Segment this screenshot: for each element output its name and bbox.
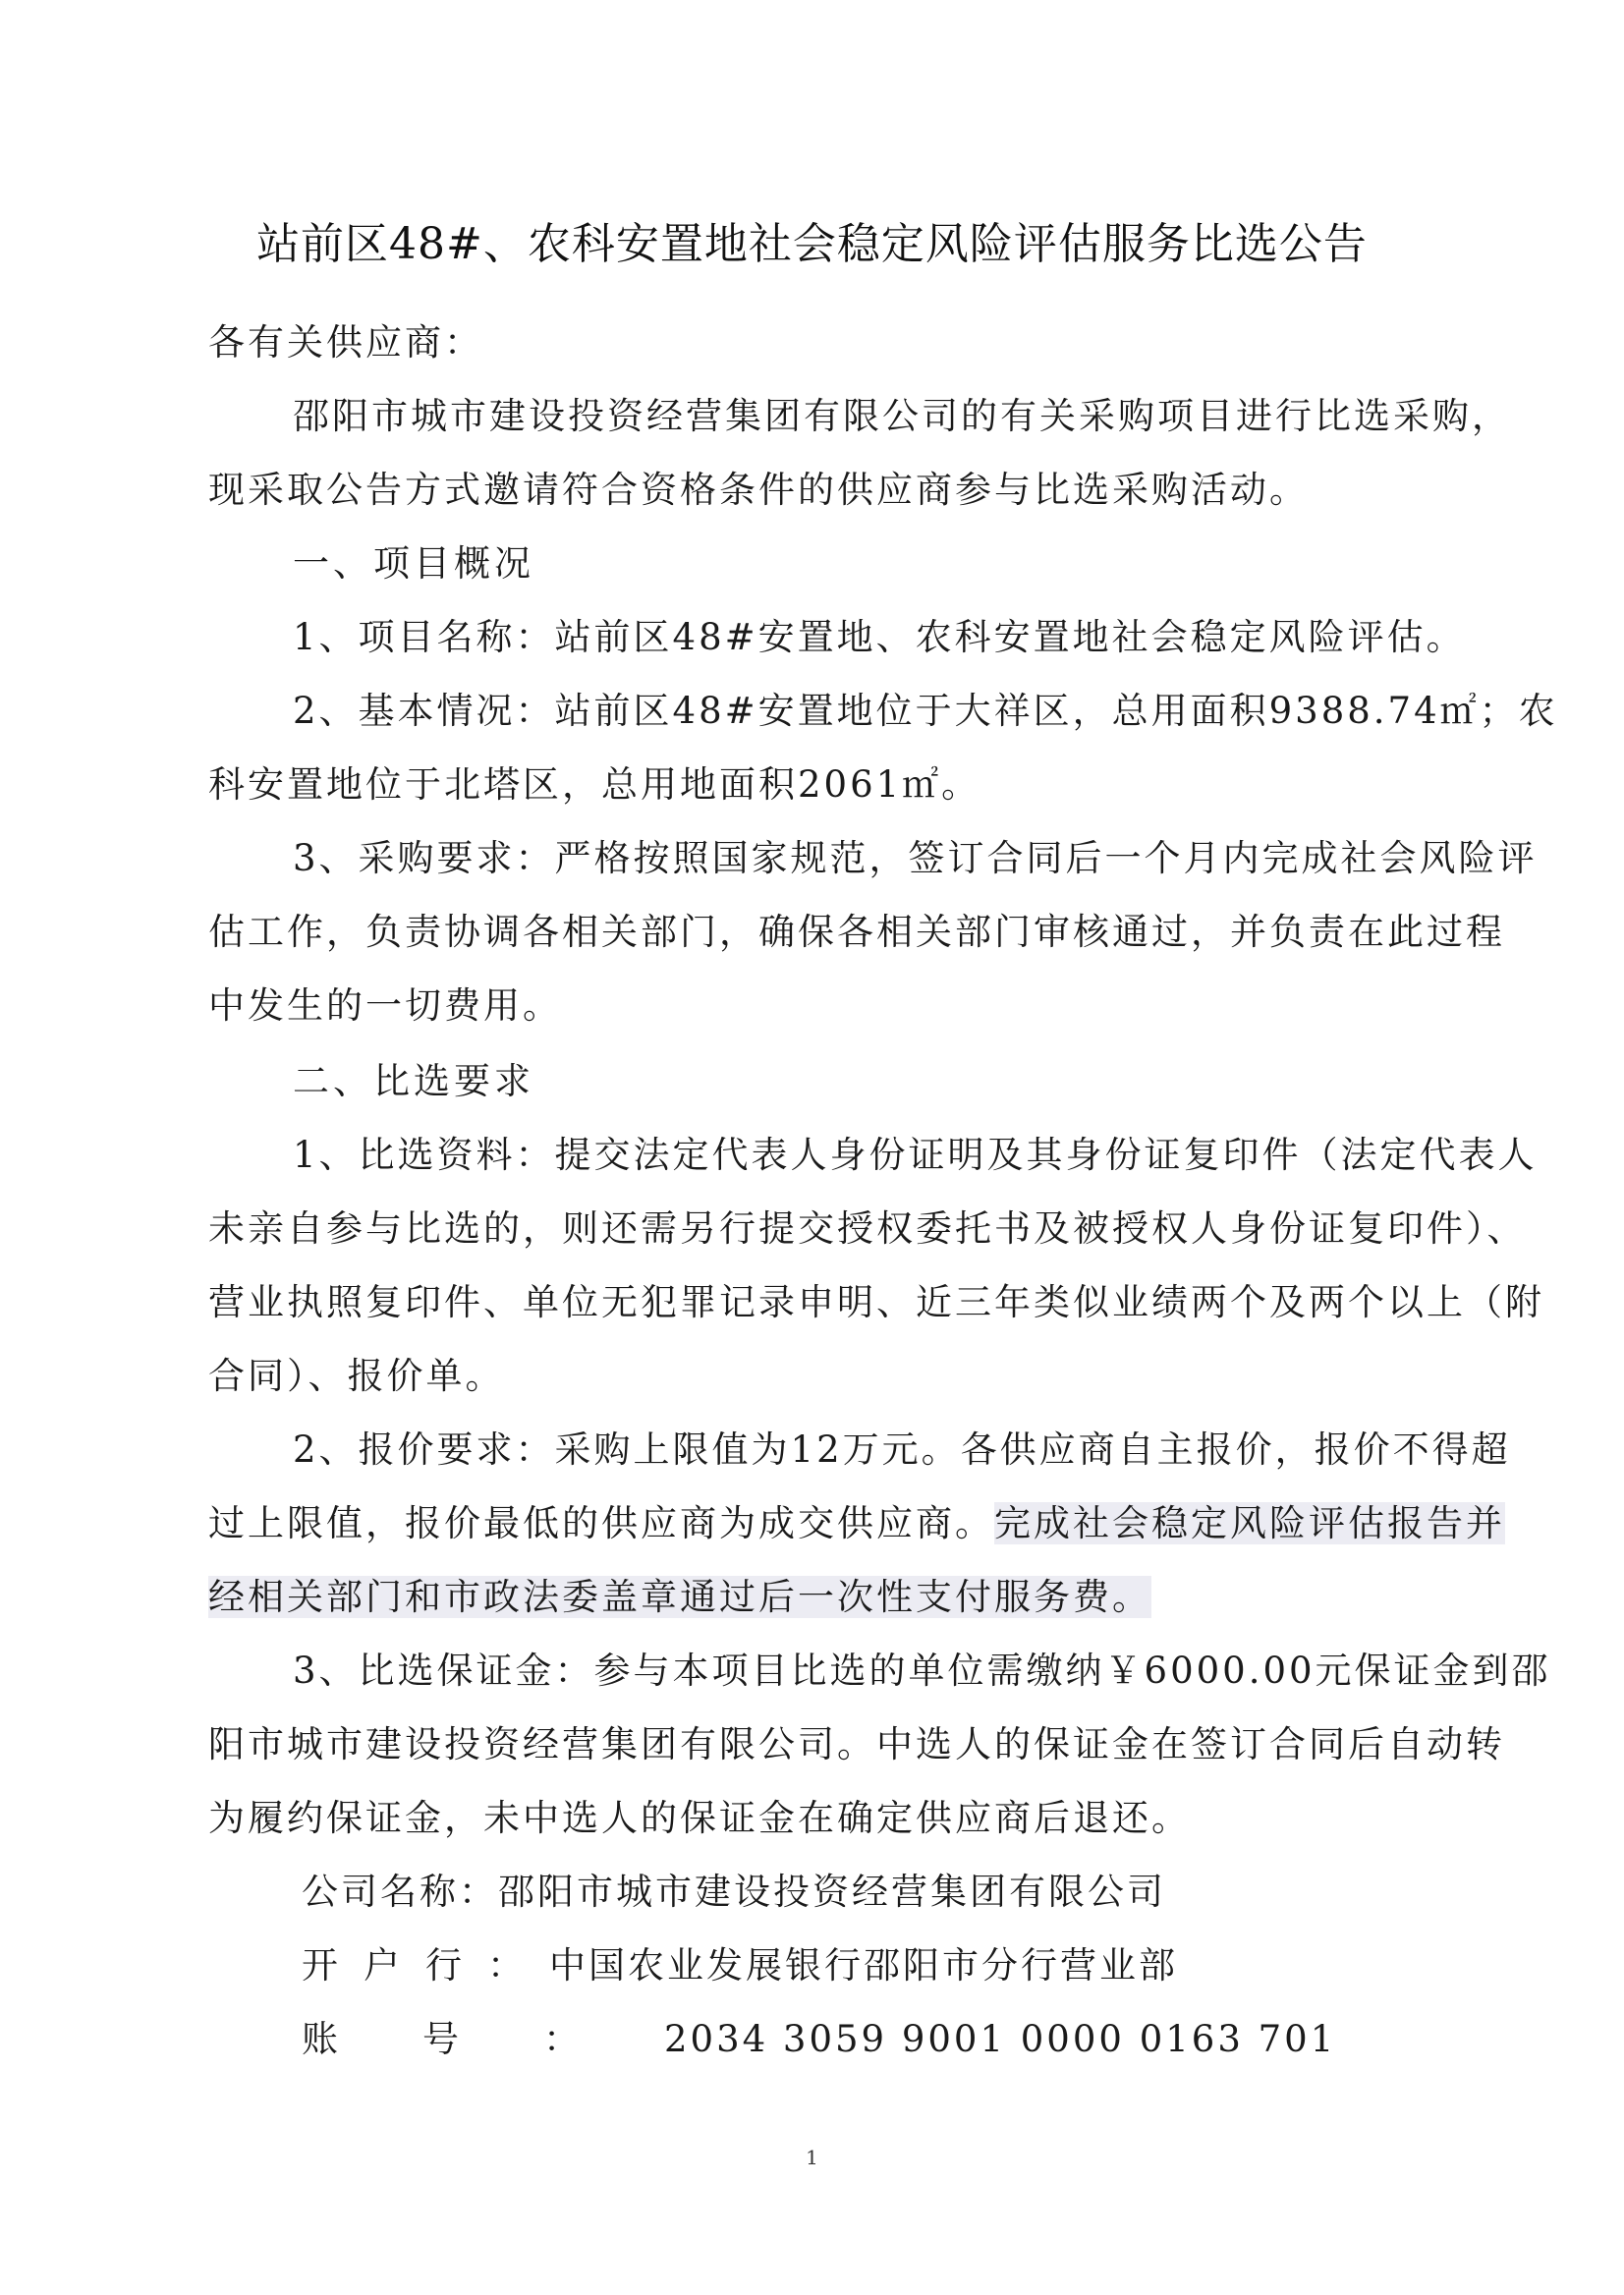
section-2-item-3-line-3: 为履约保证金，未中选人的保证金在确定供应商后退还。 <box>208 1797 1191 1839</box>
section-1-item-2-line-1: 2、基本情况：站前区48#安置地位于大祥区，总用面积9388.74㎡；农 <box>293 690 1558 732</box>
intro-line-2: 现采取公告方式邀请符合资格条件的供应商参与比选采购活动。 <box>208 469 1309 511</box>
section-1-item-2-line-2: 科安置地位于北塔区，总用地面积2061㎡。 <box>208 763 981 806</box>
section-2-item-2-line-2 <box>208 1493 1505 1546</box>
section-2-item-1-line-3: 营业执照复印件、单位无犯罪记录申明、近三年类似业绩两个及两个以上（附 <box>208 1281 1544 1323</box>
section-1-item-1-line-1: 1、项目名称：站前区48#安置地、农科安置地社会稳定风险评估。 <box>293 616 1466 658</box>
account-label: 账号： <box>302 2018 664 2060</box>
section-2-item-1-line-1: 1、比选资料：提交法定代表人身份证明及其身份证复印件（法定代表人 <box>293 1134 1538 1176</box>
bank-value: 中国农业发展银行邵阳市分行营业部 <box>549 1944 1178 1987</box>
account-value: 2034 3059 9001 0000 0163 701 <box>664 2018 1337 2060</box>
section-1-item-3-line-2: 估工作，负责协调各相关部门，确保各相关部门审核通过，并负责在此过程 <box>208 911 1505 953</box>
page-number: 1 <box>806 2146 818 2169</box>
section-2-item-3-line-2: 阳市城市建设投资经营集团有限公司。中选人的保证金在签订合同后自动转 <box>208 1723 1505 1765</box>
company-name-row <box>302 1862 1166 1915</box>
company-name-label: 公司名称： <box>302 1871 498 1913</box>
intro-line-1: 邵阳市城市建设投资经营集团有限公司的有关采购项目进行比选采购， <box>293 395 1511 437</box>
section-2-item-2-line-3-highlight: 经相关部门和市政法委盖章通过后一次性支付服务费。 <box>208 1576 1151 1618</box>
account-row <box>302 2009 1336 2062</box>
salutation: 各有关供应商： <box>208 321 483 364</box>
section-1-item-3-line-1: 3、采购要求：严格按照国家规范，签订合同后一个月内完成社会风险评 <box>293 837 1538 879</box>
section-2-item-1-line-4: 合同）、报价单。 <box>208 1355 505 1397</box>
section-1-heading: 一、项目概况 <box>293 542 534 585</box>
bank-row <box>302 1935 1178 1988</box>
section-2-item-1-line-2: 未亲自参与比选的，则还需另行提交授权委托书及被授权人身份证复印件）、 <box>208 1207 1527 1250</box>
company-name-value: 邵阳市城市建设投资经营集团有限公司 <box>498 1871 1166 1913</box>
section-2-item-3-line-1: 3、比选保证金：参与本项目比选的单位需缴纳￥6000.00元保证金到邵 <box>293 1650 1551 1692</box>
section-2-item-2-line-2-highlight: 完成社会稳定风险评估报告并 <box>994 1502 1505 1544</box>
section-2-heading: 二、比选要求 <box>293 1060 534 1102</box>
section-2-item-2-line-3 <box>208 1567 1151 1620</box>
section-2-item-2-line-2-plain: 过上限值，报价最低的供应商为成交供应商。 <box>208 1502 994 1544</box>
document-title: 站前区48#、农科安置地社会稳定风险评估服务比选公告 <box>256 219 1368 269</box>
section-2-item-2-line-1: 2、报价要求：采购上限值为12万元。各供应商自主报价，报价不得超 <box>293 1428 1511 1471</box>
bank-label: 开户行： <box>302 1944 549 1987</box>
section-1-item-3-line-3: 中发生的一切费用。 <box>208 984 562 1027</box>
